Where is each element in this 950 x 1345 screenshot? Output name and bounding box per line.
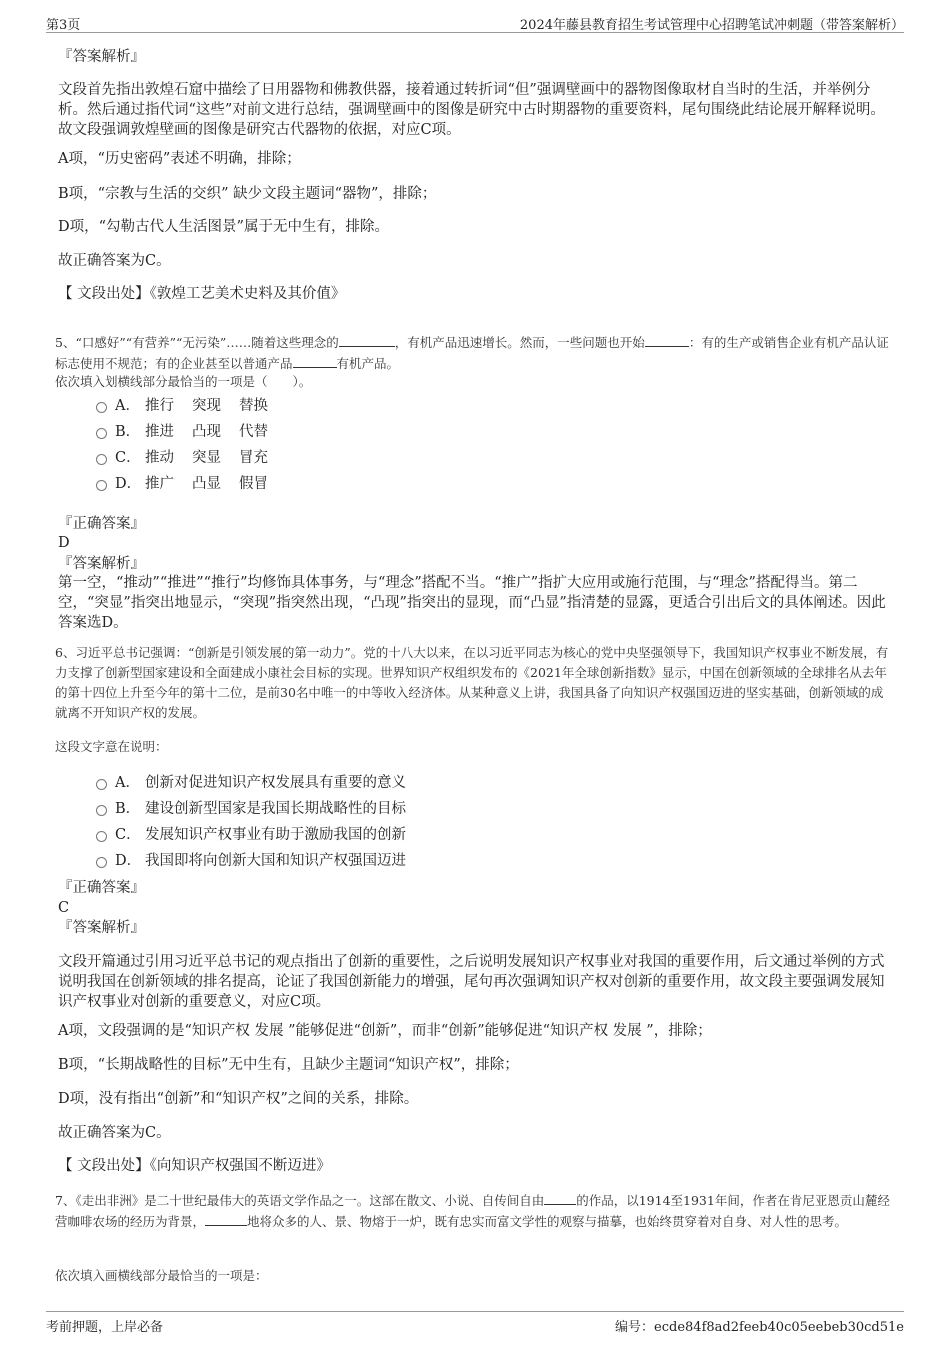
q4-conclusion: 故正确答案为C。: [58, 253, 171, 269]
q5-correct-answer: D: [58, 535, 70, 551]
radio-icon[interactable]: [96, 779, 107, 790]
q5-blank-2: [645, 332, 689, 347]
page-header: [46, 8, 904, 33]
document-title: 2024年藤县教育招生考试管理中心招聘笔试冲刺题（带答案解析）: [519, 18, 904, 33]
q5-stem-part1: 5、“口感好”“有营养”“无污染”……随着这些理念的: [55, 335, 339, 350]
document-id: 编号：ecde84f8ad2feeb40c05eebeb30cd51e: [615, 1320, 904, 1335]
q6-option-a[interactable]: A． 创新对促进知识产权发展具有重要的意义: [96, 773, 406, 793]
q6-correct-answer: C: [58, 900, 70, 916]
q5-analysis-label: 『答案解析』: [58, 556, 145, 572]
q4-option-b-explain: B项，“宗教与生活的交织” 缺少文段主题词“器物”，排除；: [58, 186, 437, 202]
q7-blank-1: [544, 1190, 576, 1205]
page-footer: [46, 1311, 904, 1334]
q7-blank-2: [205, 1211, 247, 1226]
q6-option-d-explain: D项，没有指出“创新”和“知识产权”之间的关系，排除。: [58, 1091, 419, 1107]
q5-blank-3: [293, 353, 337, 368]
q7-prompt: 依次填入画横线部分最恰当的一项是：: [55, 1268, 268, 1283]
q6-analysis-label: 『答案解析』: [58, 920, 145, 936]
q4-source: 【 文段出处】《敦煌工艺美术史料及其价值》: [58, 286, 346, 302]
q5-option-c[interactable]: C． 推动 突显 冒充: [96, 448, 286, 468]
q5-blank-1: [339, 332, 395, 347]
q6-option-d[interactable]: D． 我国即将向创新大国和知识产权强国迈进: [96, 851, 406, 871]
q5-option-b[interactable]: B． 推进 凸现 代替: [96, 422, 286, 442]
page-number: 第3页: [46, 18, 81, 33]
q7-stem-part3: 地将众多的人、景、物熔于一炉，既有忠实而富文学性的观察与描摹，也始终贯穿着对自身、对人性的思考。: [247, 1214, 848, 1229]
q7-stem: [55, 1190, 895, 1232]
q4-option-a-explain: A项，“历史密码”表述不明确，排除；: [58, 151, 301, 167]
radio-icon[interactable]: [96, 454, 107, 465]
q5-correct-label: 『正确答案』: [58, 516, 145, 532]
q4-analysis-text: 文段首先指出敦煌石窟中描绘了日用器物和佛教供器，接着通过转折词“但”强调壁画中的器物图像取材自当时的生活，并举例分析。然后通过指代词“这些”对前文进行总结，强调壁画中的图像是研究中古时期器物的重要资料，尾句围绕此结论展开解释说明。故文段强调敦煌壁画的图像是研究古代器物的依据，对应C项。: [58, 82, 885, 138]
radio-icon[interactable]: [96, 480, 107, 491]
q5-prompt: 依次填入划横线部分最恰当的一项是（ ）。: [55, 374, 312, 389]
q6-option-b[interactable]: B． 建设创新型国家是我国长期战略性的目标: [96, 799, 406, 819]
q4-analysis-label: 『答案解析』: [58, 49, 145, 65]
q5-stem-part3: ：有的生产或销售企业有机产品认证标志使用不规范；有的企业甚至以普通产品: [55, 335, 889, 371]
q6-prompt: 这段文字意在说明：: [55, 739, 168, 754]
q6-option-c[interactable]: C． 发展知识产权事业有助于激励我国的创新: [96, 825, 406, 845]
q6-stem: 6、习近平总书记强调：“创新是引领发展的第一动力”。党的十八大以来，在以习近平同志为核心的党中央坚强领导下，我国知识产权事业不断发展，有力支撑了创新型国家建设和全面建成小康社会目标的实现。世界知识产权组织发布的《2021年全球创新指数》显示，中国在创新领域的全球排名从去年的第十四位上升至今年的第十二位，是前30名中唯一的中等收入经济体。从某种意义上讲，我国具备了向知识产权强国迈进的坚实基础，创新领域的成就离不开知识产权的发展。: [55, 645, 889, 720]
q4-option-d-explain: D项，“勾勒古代人生活图景”属于无中生有，排除。: [58, 219, 389, 235]
q5-stem-part2: ，有机产品迅速增长。然而，一些问题也开始: [394, 335, 645, 350]
q5-option-d[interactable]: D． 推广 凸显 假冒: [96, 474, 286, 494]
q5-option-a[interactable]: A． 推行 突现 替换: [96, 396, 286, 416]
q5-stem-part4: 有机产品。: [336, 356, 400, 371]
q7-stem-part1: 7、《走出非洲》是二十世纪最伟大的英语文学作品之一。这部在散文、小说、自传间自由: [55, 1193, 545, 1208]
q6-correct-label: 『正确答案』: [58, 880, 145, 896]
q6-conclusion: 故正确答案为C。: [58, 1125, 171, 1141]
radio-icon[interactable]: [96, 831, 107, 842]
q6-source: 【 文段出处】《向知识产权强国不断迈进》: [58, 1158, 331, 1174]
footer-slogan: 考前押题，上岸必备: [46, 1320, 164, 1335]
q5-analysis: 第一空，“推动”“推进”“推行”均修饰具体事务，与“理念”搭配不当。“推广”指扩大应用或施行范围，与“理念”搭配得当。第二空，“突显”指突出地显示，“突现”指突然出现，“凸现”指突出的显现，而“凸显”指清楚的显露，更适合引出后文的具体阐述。因此答案选D。: [58, 575, 886, 631]
q6-option-b-explain: B项，“长期战略性的目标”无中生有，且缺少主题词“知识产权”，排除；: [58, 1057, 519, 1073]
q7-stem-part2: 的作品，以1914至1931年间，作者在肯尼亚恩贡山麓经营咖啡农场的经历为背景，: [55, 1193, 890, 1229]
q6-option-a-explain: A项，文段强调的是“知识产权 发展 ”能够促进“创新”，而非“创新”能够促进“知识产权 发展 ”，排除；: [58, 1023, 712, 1039]
q6-analysis: 文段开篇通过引用习近平总书记的观点指出了创新的重要性，之后说明发展知识产权事业对我国的重要作用，后文通过举例的方式说明我国在创新领域的排名提高，论证了我国创新能力的增强，尾句再次强调知识产权对创新的重要作用，故文段主要强调发展知识产权事业对创新的重要意义，对应C项。: [58, 954, 885, 1010]
radio-icon[interactable]: [96, 402, 107, 413]
q5-stem: [55, 332, 895, 374]
radio-icon[interactable]: [96, 805, 107, 816]
radio-icon[interactable]: [96, 428, 107, 439]
radio-icon[interactable]: [96, 857, 107, 868]
